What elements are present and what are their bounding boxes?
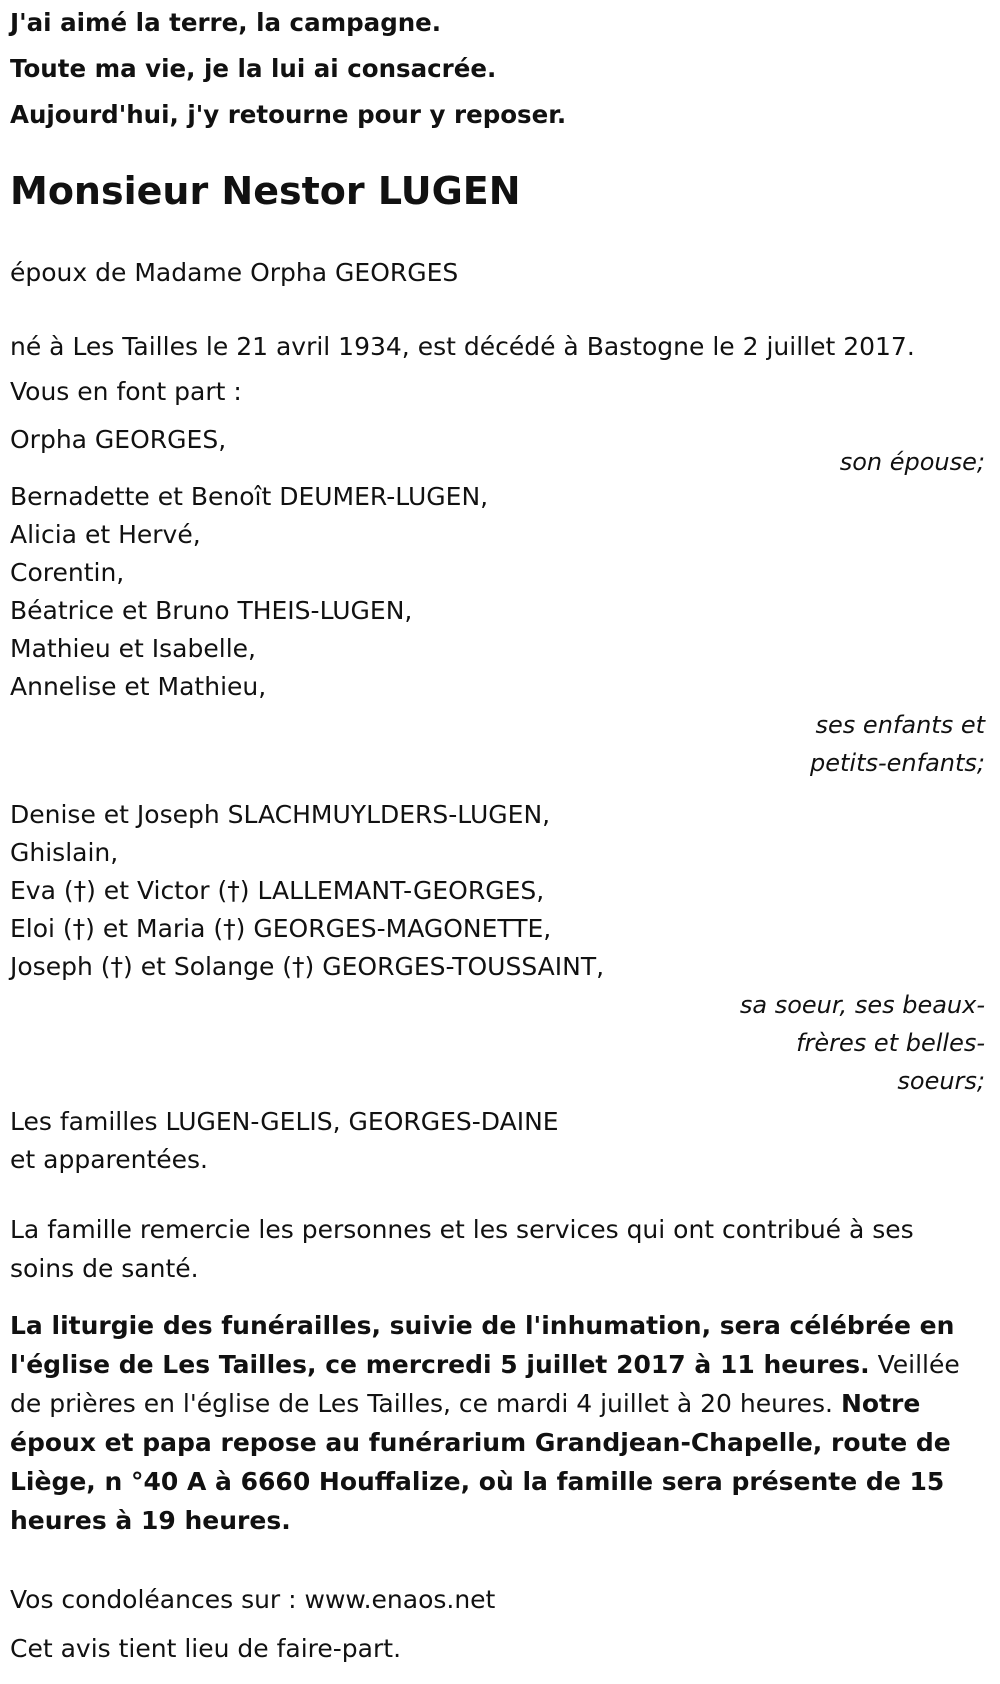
family-name: Orpha GEORGES,	[10, 425, 227, 454]
family-name: Joseph (†) et Solange (†) GEORGES-TOUSSAINT,	[10, 952, 605, 981]
family-name: Bernadette et Benoît DEUMER-LUGEN,	[10, 482, 489, 511]
thanks-paragraph: La famille remercie les personnes et les services qui ont contribué à ses soins de santé.	[10, 1215, 914, 1283]
family-group-siblings	[10, 796, 985, 1100]
family-name: Eloi (†) et Maria (†) GEORGES-MAGONETTE,	[10, 914, 552, 943]
family-name: Annelise et Mathieu,	[10, 672, 267, 701]
relation-label: frères et belles-	[796, 1029, 985, 1057]
families-line: et apparentées.	[10, 1145, 208, 1174]
family-group-spouse	[10, 420, 985, 482]
poem-line: J'ai aimé la terre, la campagne.	[10, 8, 442, 37]
relation-label: ses enfants et	[815, 711, 985, 739]
extended-families	[10, 1103, 559, 1179]
relation-label: sa soeur, ses beaux-	[739, 991, 985, 1019]
condolences-line: Vos condoléances sur : www.enaos.net	[10, 1585, 496, 1614]
family-group-children	[10, 478, 985, 782]
family-name: Corentin,	[10, 558, 125, 587]
funeral-paragraph	[10, 1306, 985, 1540]
footer-line: Cet avis tient lieu de faire-part.	[10, 1634, 402, 1663]
relation-label: son épouse;	[839, 448, 985, 476]
funeral-vigil: Veillée de prières en l'église de Les Tailles, ce mardi 4 juillet à 20 heures.	[10, 1350, 960, 1418]
family-name: Mathieu et Isabelle,	[10, 634, 256, 663]
poem-line: Toute ma vie, je la lui ai consacrée.	[10, 54, 497, 83]
poem-line: Aujourd'hui, j'y retourne pour y reposer.	[10, 100, 567, 129]
spouse-line: époux de Madame Orpha GEORGES	[10, 258, 459, 287]
deceased-name: Monsieur Nestor LUGEN	[10, 169, 521, 213]
poem	[10, 8, 566, 130]
family-name: Béatrice et Bruno THEIS-LUGEN,	[10, 596, 413, 625]
family-name: Eva (†) et Victor (†) LALLEMANT-GEORGES,	[10, 876, 545, 905]
funeral-home: Notre époux et papa repose au funérarium Grandjean-Chapelle, route de Liège, n °40 A à 6660 Houffalize, où la famille sera présente de 15 heures à 19 heures.	[10, 1389, 951, 1535]
family-name: Denise et Joseph SLACHMUYLDERS-LUGEN,	[10, 800, 551, 829]
family-name: Ghislain,	[10, 838, 119, 867]
announce-intro: Vous en font part :	[10, 377, 242, 406]
relation-label: soeurs;	[897, 1067, 985, 1095]
families-line: Les familles LUGEN-GELIS, GEORGES-DAINE	[10, 1107, 559, 1136]
birth-death-line: né à Les Tailles le 21 avril 1934, est décédé à Bastogne le 2 juillet 2017.	[10, 332, 915, 361]
funeral-liturgy: La liturgie des funérailles, suivie de l'inhumation, sera célébrée en l'église de Les Tailles, ce mercredi 5 juillet 2017 à 11 heures.	[10, 1311, 955, 1379]
relation-label: petits-enfants;	[810, 749, 985, 777]
family-name: Alicia et Hervé,	[10, 520, 201, 549]
